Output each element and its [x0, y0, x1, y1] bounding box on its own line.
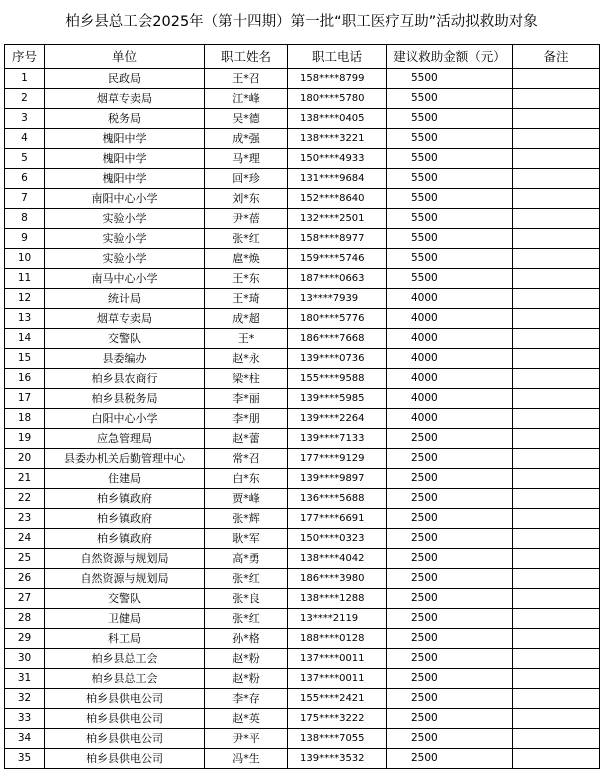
cell-phone: 136****5688	[288, 489, 387, 509]
cell-unit: 税务局	[45, 109, 205, 129]
cell-index: 19	[5, 429, 45, 449]
cell-name: 赵*粉	[205, 649, 288, 669]
cell-amount: 2500	[387, 529, 513, 549]
cell-note	[513, 169, 600, 189]
cell-phone: 139****7133	[288, 429, 387, 449]
cell-name: 赵*粉	[205, 669, 288, 689]
cell-phone: 180****5776	[288, 309, 387, 329]
cell-amount: 2500	[387, 509, 513, 529]
cell-amount: 2500	[387, 449, 513, 469]
cell-amount: 2500	[387, 629, 513, 649]
cell-index: 35	[5, 749, 45, 769]
cell-unit: 白阳中心小学	[45, 409, 205, 429]
cell-amount: 4000	[387, 329, 513, 349]
cell-note	[513, 729, 600, 749]
cell-name: 成*强	[205, 129, 288, 149]
cell-unit: 柏乡县供电公司	[45, 729, 205, 749]
cell-amount: 4000	[387, 369, 513, 389]
cell-unit: 统计局	[45, 289, 205, 309]
cell-amount: 2500	[387, 749, 513, 769]
cell-name: 孙*格	[205, 629, 288, 649]
cell-phone: 158****8977	[288, 229, 387, 249]
cell-unit: 住建局	[45, 469, 205, 489]
cell-index: 26	[5, 569, 45, 589]
table-row	[5, 269, 600, 289]
cell-amount: 2500	[387, 609, 513, 629]
cell-amount: 5500	[387, 249, 513, 269]
cell-name: 梁*柱	[205, 369, 288, 389]
cell-unit: 科工局	[45, 629, 205, 649]
cell-unit: 柏乡县供电公司	[45, 709, 205, 729]
cell-note	[513, 89, 600, 109]
header-index: 序号	[5, 45, 45, 69]
cell-phone: 139****0736	[288, 349, 387, 369]
cell-name: 王*东	[205, 269, 288, 289]
table-row	[5, 649, 600, 669]
cell-unit: 自然资源与规划局	[45, 549, 205, 569]
table-row	[5, 149, 600, 169]
cell-amount: 2500	[387, 489, 513, 509]
cell-unit: 南马中心小学	[45, 269, 205, 289]
cell-note	[513, 609, 600, 629]
cell-note	[513, 249, 600, 269]
cell-unit: 南阳中心小学	[45, 189, 205, 209]
cell-amount: 4000	[387, 309, 513, 329]
cell-name: 赵*永	[205, 349, 288, 369]
cell-name: 张*红	[205, 229, 288, 249]
header-note: 备注	[513, 45, 600, 69]
cell-note	[513, 209, 600, 229]
cell-unit: 交警队	[45, 329, 205, 349]
table-row	[5, 729, 600, 749]
cell-index: 22	[5, 489, 45, 509]
cell-name: 李*存	[205, 689, 288, 709]
cell-phone: 180****5780	[288, 89, 387, 109]
cell-name: 高*勇	[205, 549, 288, 569]
cell-note	[513, 389, 600, 409]
cell-index: 34	[5, 729, 45, 749]
table-row	[5, 629, 600, 649]
cell-phone: 158****8799	[288, 69, 387, 89]
cell-note	[513, 109, 600, 129]
cell-amount: 5500	[387, 149, 513, 169]
table-row	[5, 549, 600, 569]
cell-phone: 155****2421	[288, 689, 387, 709]
cell-phone: 177****9129	[288, 449, 387, 469]
cell-phone: 138****7055	[288, 729, 387, 749]
table-row	[5, 569, 600, 589]
cell-phone: 139****3532	[288, 749, 387, 769]
cell-unit: 实验小学	[45, 209, 205, 229]
cell-name: 回*珍	[205, 169, 288, 189]
cell-amount: 5500	[387, 69, 513, 89]
cell-unit: 民政局	[45, 69, 205, 89]
cell-note	[513, 489, 600, 509]
table-row	[5, 669, 600, 689]
table-row	[5, 469, 600, 489]
cell-unit: 柏乡镇政府	[45, 529, 205, 549]
cell-name: 扈*焕	[205, 249, 288, 269]
table-row	[5, 129, 600, 149]
cell-index: 4	[5, 129, 45, 149]
cell-unit: 柏乡县总工会	[45, 669, 205, 689]
cell-unit: 交警队	[45, 589, 205, 609]
cell-unit: 柏乡县供电公司	[45, 749, 205, 769]
cell-name: 王*召	[205, 69, 288, 89]
cell-name: 李*丽	[205, 389, 288, 409]
cell-unit: 槐阳中学	[45, 169, 205, 189]
cell-unit: 柏乡镇政府	[45, 489, 205, 509]
cell-phone: 138****3221	[288, 129, 387, 149]
cell-phone: 137****0011	[288, 669, 387, 689]
cell-phone: 186****3980	[288, 569, 387, 589]
cell-amount: 2500	[387, 669, 513, 689]
cell-unit: 烟草专卖局	[45, 89, 205, 109]
cell-name: 吴*德	[205, 109, 288, 129]
cell-name: 张*红	[205, 569, 288, 589]
cell-unit: 烟草专卖局	[45, 309, 205, 329]
table-row	[5, 209, 600, 229]
table-row	[5, 369, 600, 389]
cell-unit: 柏乡县税务局	[45, 389, 205, 409]
table-row	[5, 329, 600, 349]
cell-phone: 177****6691	[288, 509, 387, 529]
cell-amount: 2500	[387, 469, 513, 489]
cell-index: 31	[5, 669, 45, 689]
cell-phone: 138****1288	[288, 589, 387, 609]
cell-phone: 13****7939	[288, 289, 387, 309]
cell-unit: 槐阳中学	[45, 129, 205, 149]
cell-name: 常*召	[205, 449, 288, 469]
cell-index: 13	[5, 309, 45, 329]
cell-name: 白*东	[205, 469, 288, 489]
cell-name: 冯*生	[205, 749, 288, 769]
table-row	[5, 389, 600, 409]
table-row	[5, 189, 600, 209]
cell-note	[513, 429, 600, 449]
cell-unit: 柏乡县总工会	[45, 649, 205, 669]
cell-amount: 4000	[387, 389, 513, 409]
cell-amount: 5500	[387, 169, 513, 189]
cell-amount: 5500	[387, 209, 513, 229]
cell-index: 5	[5, 149, 45, 169]
cell-amount: 5500	[387, 89, 513, 109]
table-body	[5, 69, 600, 769]
cell-name: 李*朋	[205, 409, 288, 429]
table-row	[5, 349, 600, 369]
table-row	[5, 89, 600, 109]
cell-note	[513, 649, 600, 669]
cell-amount: 2500	[387, 689, 513, 709]
table-row	[5, 429, 600, 449]
cell-name: 王*琦	[205, 289, 288, 309]
cell-phone: 139****5985	[288, 389, 387, 409]
cell-index: 28	[5, 609, 45, 629]
cell-name: 成*超	[205, 309, 288, 329]
cell-note	[513, 189, 600, 209]
cell-note	[513, 449, 600, 469]
cell-note	[513, 509, 600, 529]
cell-index: 8	[5, 209, 45, 229]
document-title: 柏乡县总工会2025年（第十四期）第一批“职工医疗互助”活动拟救助对象	[65, 14, 538, 30]
cell-amount: 5500	[387, 189, 513, 209]
cell-index: 15	[5, 349, 45, 369]
cell-phone: 186****7668	[288, 329, 387, 349]
table-row	[5, 689, 600, 709]
cell-unit: 县委办机关后勤管理中心	[45, 449, 205, 469]
table-row	[5, 749, 600, 769]
table-row	[5, 589, 600, 609]
cell-index: 18	[5, 409, 45, 429]
cell-unit: 应急管理局	[45, 429, 205, 449]
cell-amount: 2500	[387, 709, 513, 729]
cell-name: 赵*英	[205, 709, 288, 729]
header-unit: 单位	[45, 45, 205, 69]
cell-amount: 2500	[387, 589, 513, 609]
cell-name: 张*良	[205, 589, 288, 609]
cell-name: 刘*东	[205, 189, 288, 209]
cell-amount: 5500	[387, 269, 513, 289]
cell-note	[513, 129, 600, 149]
table-row	[5, 449, 600, 469]
cell-amount: 5500	[387, 229, 513, 249]
cell-phone: 150****0323	[288, 529, 387, 549]
cell-index: 21	[5, 469, 45, 489]
table-row	[5, 229, 600, 249]
cell-amount: 2500	[387, 429, 513, 449]
table-header	[5, 45, 600, 69]
cell-amount: 2500	[387, 649, 513, 669]
cell-unit: 实验小学	[45, 249, 205, 269]
cell-note	[513, 149, 600, 169]
cell-name: 江*峰	[205, 89, 288, 109]
cell-unit: 柏乡镇政府	[45, 509, 205, 529]
cell-name: 尹*蓓	[205, 209, 288, 229]
cell-name: 马*理	[205, 149, 288, 169]
cell-note	[513, 369, 600, 389]
cell-phone: 13****2119	[288, 609, 387, 629]
cell-amount: 4000	[387, 409, 513, 429]
cell-amount: 2500	[387, 729, 513, 749]
table-row	[5, 109, 600, 129]
cell-note	[513, 69, 600, 89]
table-row	[5, 509, 600, 529]
cell-unit: 实验小学	[45, 229, 205, 249]
cell-note	[513, 289, 600, 309]
cell-name: 尹*平	[205, 729, 288, 749]
cell-phone: 139****9897	[288, 469, 387, 489]
cell-phone: 137****0011	[288, 649, 387, 669]
header-name: 职工姓名	[205, 45, 288, 69]
cell-note	[513, 469, 600, 489]
cell-index: 32	[5, 689, 45, 709]
table-row	[5, 609, 600, 629]
cell-phone: 139****2264	[288, 409, 387, 429]
cell-index: 1	[5, 69, 45, 89]
cell-note	[513, 629, 600, 649]
cell-index: 16	[5, 369, 45, 389]
cell-index: 30	[5, 649, 45, 669]
cell-index: 2	[5, 89, 45, 109]
cell-name: 张*辉	[205, 509, 288, 529]
cell-note	[513, 229, 600, 249]
cell-amount: 4000	[387, 349, 513, 369]
cell-phone: 188****0128	[288, 629, 387, 649]
cell-index: 10	[5, 249, 45, 269]
cell-note	[513, 529, 600, 549]
cell-index: 12	[5, 289, 45, 309]
cell-unit: 县委编办	[45, 349, 205, 369]
cell-unit: 自然资源与规划局	[45, 569, 205, 589]
cell-index: 14	[5, 329, 45, 349]
cell-unit: 卫健局	[45, 609, 205, 629]
cell-index: 3	[5, 109, 45, 129]
cell-unit: 槐阳中学	[45, 149, 205, 169]
cell-index: 27	[5, 589, 45, 609]
cell-note	[513, 669, 600, 689]
cell-index: 9	[5, 229, 45, 249]
cell-phone: 132****2501	[288, 209, 387, 229]
cell-index: 6	[5, 169, 45, 189]
table-row	[5, 309, 600, 329]
cell-name: 张*红	[205, 609, 288, 629]
table-row	[5, 409, 600, 429]
cell-index: 23	[5, 509, 45, 529]
cell-name: 赵*蕾	[205, 429, 288, 449]
cell-amount: 5500	[387, 129, 513, 149]
table-row	[5, 289, 600, 309]
table-row	[5, 709, 600, 729]
header-row	[5, 45, 600, 69]
cell-phone: 152****8640	[288, 189, 387, 209]
cell-phone: 187****0663	[288, 269, 387, 289]
cell-unit: 柏乡县供电公司	[45, 689, 205, 709]
cell-note	[513, 329, 600, 349]
cell-index: 24	[5, 529, 45, 549]
cell-phone: 138****0405	[288, 109, 387, 129]
cell-note	[513, 309, 600, 329]
table-row	[5, 169, 600, 189]
cell-index: 11	[5, 269, 45, 289]
table-row	[5, 249, 600, 269]
cell-note	[513, 709, 600, 729]
cell-note	[513, 549, 600, 569]
cell-amount: 5500	[387, 109, 513, 129]
cell-index: 29	[5, 629, 45, 649]
cell-name: 贾*峰	[205, 489, 288, 509]
table-row	[5, 69, 600, 89]
cell-unit: 柏乡县农商行	[45, 369, 205, 389]
cell-note	[513, 409, 600, 429]
cell-note	[513, 749, 600, 769]
cell-amount: 2500	[387, 549, 513, 569]
cell-name: 王*	[205, 329, 288, 349]
cell-index: 7	[5, 189, 45, 209]
header-phone: 职工电话	[288, 45, 387, 69]
cell-amount: 2500	[387, 569, 513, 589]
cell-phone: 150****4933	[288, 149, 387, 169]
cell-phone: 155****9588	[288, 369, 387, 389]
cell-note	[513, 269, 600, 289]
cell-note	[513, 589, 600, 609]
cell-index: 17	[5, 389, 45, 409]
cell-phone: 138****4042	[288, 549, 387, 569]
cell-note	[513, 569, 600, 589]
cell-phone: 175****3222	[288, 709, 387, 729]
cell-index: 20	[5, 449, 45, 469]
cell-index: 33	[5, 709, 45, 729]
cell-note	[513, 689, 600, 709]
table-row	[5, 529, 600, 549]
cell-name: 耿*军	[205, 529, 288, 549]
cell-phone: 131****9684	[288, 169, 387, 189]
cell-note	[513, 349, 600, 369]
table-row	[5, 489, 600, 509]
header-amount: 建议救助金额（元）	[387, 45, 513, 69]
cell-phone: 159****5746	[288, 249, 387, 269]
cell-amount: 4000	[387, 289, 513, 309]
relief-table	[4, 44, 600, 769]
cell-index: 25	[5, 549, 45, 569]
